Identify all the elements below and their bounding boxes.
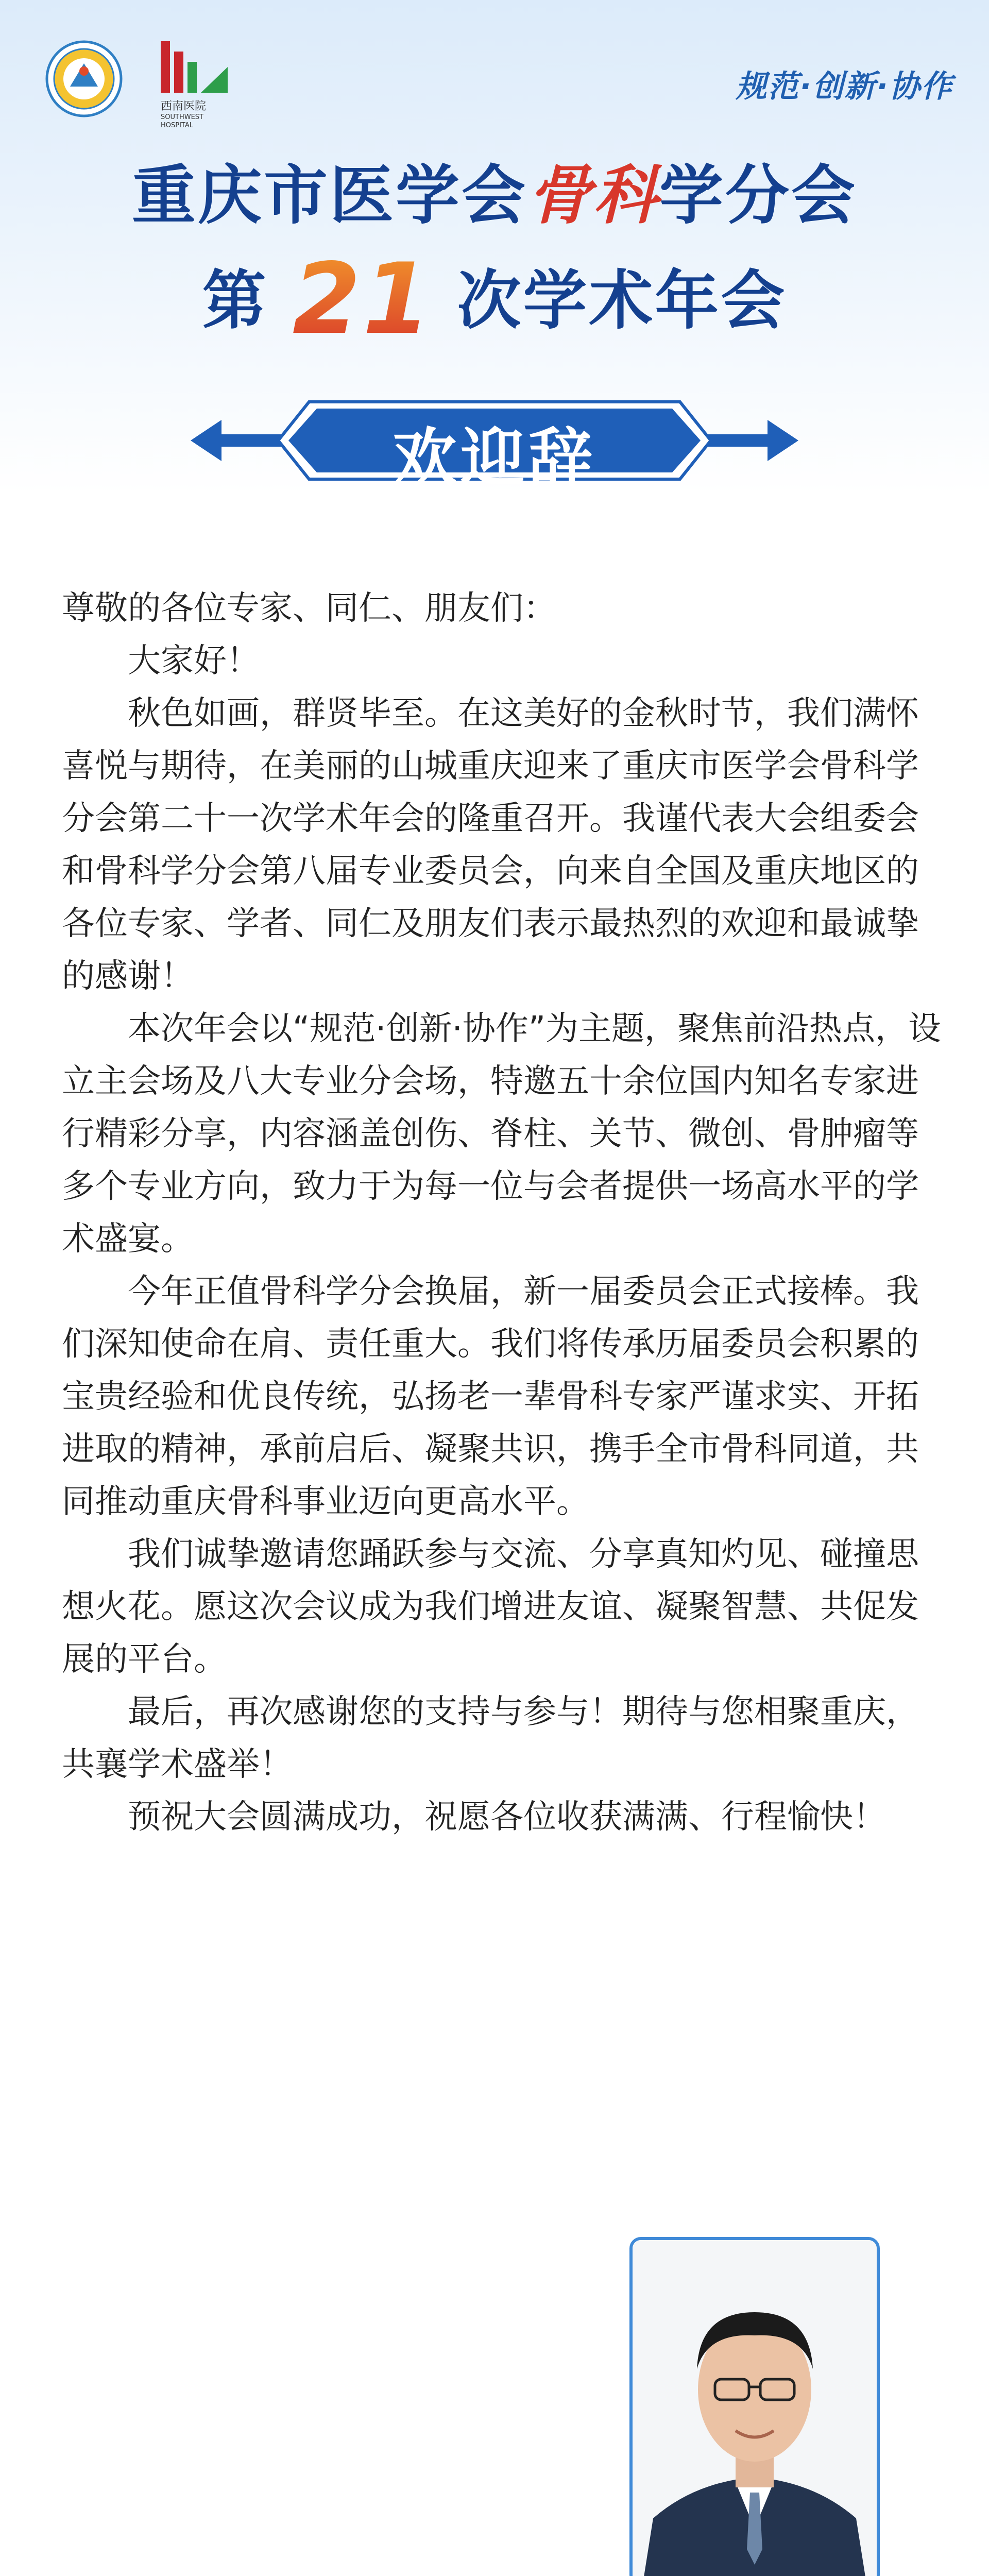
title-1-accent: 骨科 (527, 159, 659, 233)
chairman-portrait-icon (633, 2240, 877, 2576)
hospital-logo (150, 36, 238, 129)
hospital-caption-cn: 西南医院 (161, 100, 207, 113)
letter-paragraph: 最后，再次感谢您的支持与参与！期待与您相聚重庆，共襄学术盛举！ (62, 1693, 919, 1784)
title-1-before: 重庆市医学会 (131, 159, 527, 233)
welcome-banner-text: 欢迎辞 (392, 421, 596, 496)
title-line-2 (0, 242, 989, 356)
welcome-letter (62, 582, 948, 1843)
letter-paragraph: 我们诚挚邀请您踊跃参与交流、分享真知灼见、碰撞思想火花。愿这次会议成为我们增进友谊、凝聚智慧、共促发展的平台。 (62, 1535, 919, 1679)
hospital-caption-en: SOUTHWEST HOSPITAL (161, 113, 203, 129)
letter-paragraph: 今年正值骨科学分会换届，新一届委员会正式接棒。我们深知使命在肩、责任重大。我们将传承历届委员会积累的宝贵经验和优良传统，弘扬老一辈骨科专家严谨求实、开拓进取的精神，承前启后、凝聚共识，携手全市骨科同道，共同推动重庆骨科事业迈向更高水平。 (62, 1273, 919, 1521)
slogan: 规范·创新·协作 (736, 69, 953, 105)
title-2-before: 第 (202, 264, 268, 338)
letter-paragraph: 本次年会以“规范·创新·协作”为主题，聚焦前沿热点，设立主会场及八大专业分会场，特邀五十余位国内知名专家进行精彩分享，内容涵盖创伤、脊柱、关节、微创、骨肿瘤等多个专业方向，致力于为每一位与会者提供一场高水平的学术盛宴。 (62, 1010, 941, 1258)
hospital-mark-icon (150, 36, 238, 98)
title-line-1 (0, 144, 989, 236)
society-logo-icon (45, 40, 123, 117)
salutation: 尊敬的各位专家、同仁、朋友们： (62, 589, 556, 628)
letter-paragraph: 秋色如画，群贤毕至。在这美好的金秋时节，我们满怀喜悦与期待，在美丽的山城重庆迎来了重庆市医学会骨科学分会第二十一次学术年会的隆重召开。我谨代表大会组委会和骨科学分会第八届专业委员会，向来自全国及重庆地区的各位专家、学者、同仁及朋友们表示最热烈的欢迎和最诚挚的感谢！ (62, 694, 919, 995)
letter-paragraph: 预祝大会圆满成功，祝愿各位收获满满、行程愉快！ (128, 1798, 886, 1836)
chairman-photo (629, 2237, 880, 2576)
greeting: 大家好！ (128, 642, 260, 680)
title-2-number: 21 (292, 242, 433, 356)
title-1-after: 学分会 (659, 159, 858, 233)
title-2-after: 次学术年会 (457, 264, 787, 338)
